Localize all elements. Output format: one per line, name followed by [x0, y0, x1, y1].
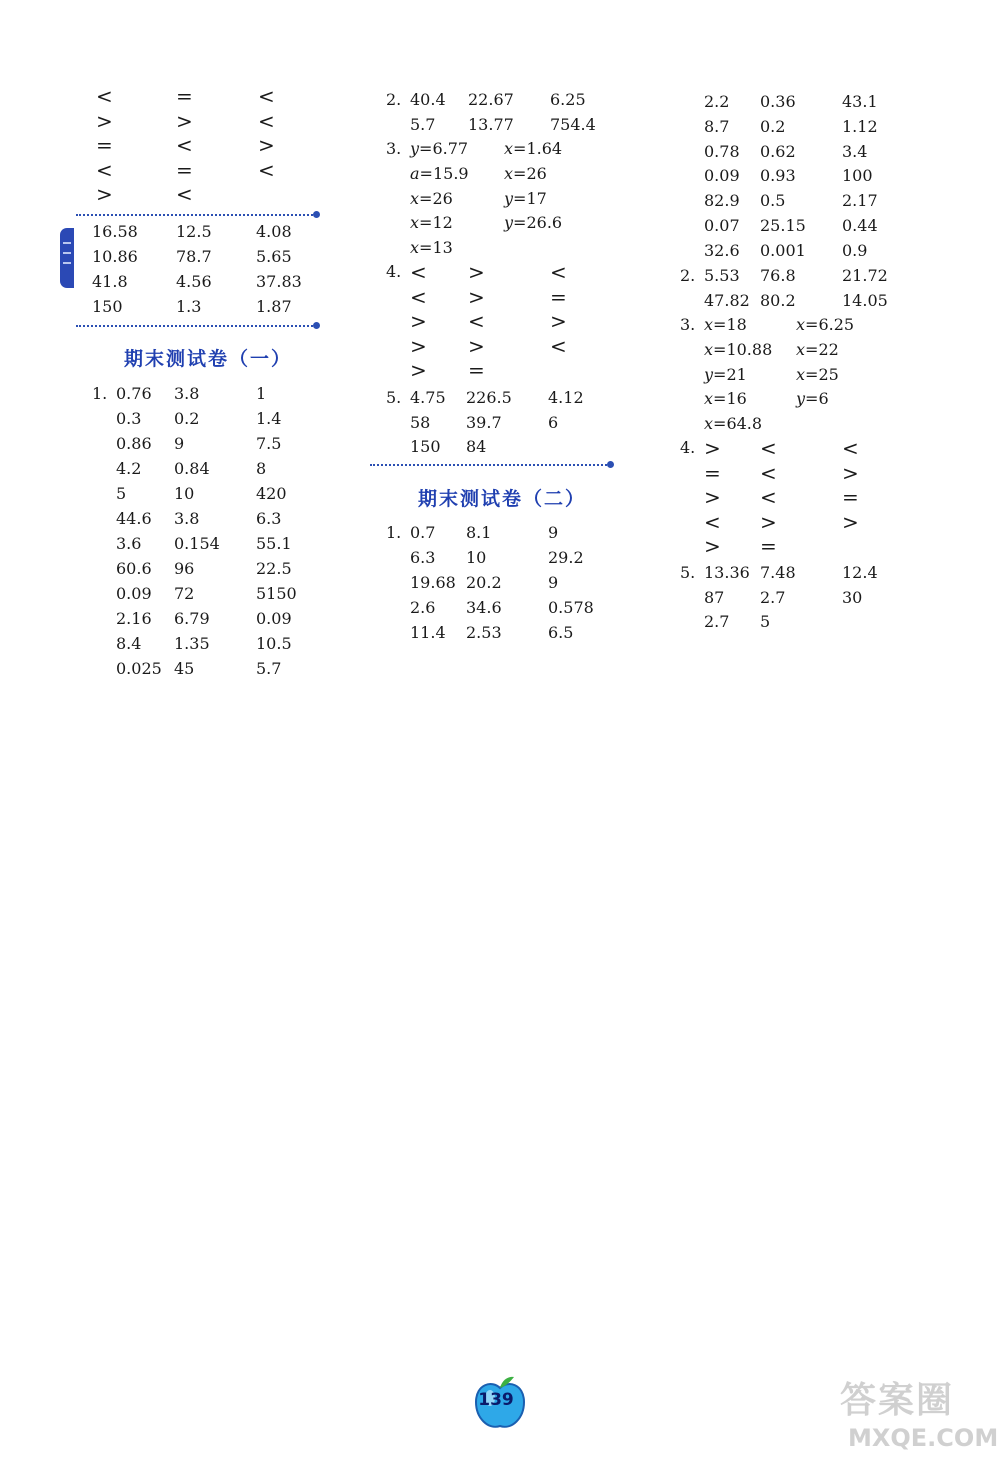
comparison-symbol: > — [96, 108, 113, 133]
answer-value: 12.5 — [176, 222, 212, 241]
dotted-divider — [76, 214, 316, 216]
comparison-symbol: > — [842, 509, 859, 534]
answer-value: x=26 — [504, 163, 547, 183]
answer-value: 3.8 — [174, 384, 200, 403]
comparison-symbol: > — [410, 333, 427, 358]
answer-value: 32.6 — [704, 240, 740, 260]
answer-value: 0.09 — [256, 609, 292, 628]
answer-value: 55.1 — [256, 534, 292, 553]
answer-value: 420 — [256, 484, 287, 503]
comparison-symbol: > — [704, 534, 721, 558]
answer-value: x=26 — [410, 188, 453, 208]
answer-value: 84 — [466, 437, 487, 456]
answer-value: 1.3 — [176, 297, 202, 316]
comparison-symbol: = — [176, 157, 193, 182]
answer-value: 13.77 — [468, 114, 514, 134]
comparison-symbol: = — [176, 84, 193, 108]
comparison-symbol: < — [704, 509, 721, 534]
question-number: 5. — [680, 563, 696, 582]
answer-value: 29.2 — [548, 548, 584, 567]
comparison-symbol: < — [410, 260, 427, 284]
answer-value: 0.3 — [116, 409, 142, 428]
answer-value: 3.8 — [174, 509, 200, 528]
answer-value: 754.4 — [550, 114, 596, 134]
answer-value: x=64.8 — [704, 414, 763, 434]
comparison-symbol: < — [258, 157, 275, 182]
answer-value: 0.78 — [704, 141, 740, 161]
comparison-symbol: < — [760, 436, 777, 460]
answer-value: 4.12 — [548, 388, 584, 407]
question-number: 1. — [92, 384, 108, 403]
answer-value: 2.7 — [704, 612, 730, 631]
answer-value: 45 — [174, 659, 195, 678]
answer-value: 150 — [92, 297, 123, 316]
answer-value: 4.2 — [116, 459, 142, 478]
section-title-final-test-2: 期末测试卷（二） — [418, 488, 587, 510]
answer-value: 11.4 — [410, 623, 446, 642]
answer-value: y=17 — [504, 188, 547, 208]
answer-value: 0.001 — [760, 240, 806, 260]
answer-value: 9 — [174, 434, 185, 453]
comparison-symbol: > — [704, 485, 721, 509]
answer-value: 12.4 — [842, 563, 878, 582]
answer-value: 5 — [116, 484, 127, 503]
answer-value: 21.72 — [842, 266, 888, 285]
comparison-symbol: > — [468, 260, 485, 284]
answer-value: 9 — [548, 523, 559, 542]
answer-value: 72 — [174, 584, 195, 603]
answer-value: 0.7 — [410, 523, 436, 542]
comparison-symbol: > — [704, 436, 721, 460]
answer-value: 0.5 — [760, 191, 786, 211]
answer-value: 10 — [174, 484, 195, 503]
answer-value: 58 — [410, 412, 431, 432]
question-number: 2. — [386, 90, 402, 109]
answer-value: x=13 — [410, 238, 453, 258]
answer-value: x=10.88 — [704, 339, 773, 359]
question-number: 3. — [386, 139, 402, 158]
answer-value: x=22 — [796, 339, 839, 359]
answer-value: y=6 — [796, 389, 829, 409]
comparison-symbol: < — [96, 157, 113, 182]
answer-value: y=26.6 — [504, 213, 563, 233]
watermark-top-text: 答案圈 — [840, 1380, 955, 1421]
answer-value: 7.5 — [256, 434, 282, 453]
answer-value: 39.7 — [466, 412, 502, 432]
answer-value: 5.65 — [256, 247, 292, 266]
answer-value: 10.5 — [256, 634, 292, 653]
answer-value: 0.2 — [760, 116, 786, 136]
answer-value: 4.56 — [176, 272, 212, 291]
answer-value: 0.86 — [116, 434, 152, 453]
answer-value: 0.84 — [174, 459, 210, 478]
answer-value: 10 — [466, 548, 487, 567]
comparison-symbol: = — [550, 284, 567, 309]
answer-value: 2.6 — [410, 598, 436, 617]
answer-value: 4.08 — [256, 222, 292, 241]
comparison-symbol: > — [550, 309, 567, 333]
answer-value: 6.79 — [174, 609, 210, 628]
answer-value: 2.2 — [704, 92, 730, 111]
answer-value: 0.025 — [116, 659, 162, 678]
comparison-symbol: < — [760, 460, 777, 485]
watermark-logo — [840, 1372, 1000, 1462]
answer-value: 40.4 — [410, 90, 446, 109]
answer-value: x=1.64 — [504, 139, 563, 158]
question-number: 4. — [680, 438, 696, 457]
comparison-symbol: = — [760, 534, 777, 558]
comparison-symbol: > — [842, 460, 859, 485]
comparison-symbol: > — [176, 108, 193, 133]
answer-value: 6.3 — [256, 509, 282, 528]
dotted-divider — [76, 325, 316, 327]
answer-value: 41.8 — [92, 272, 128, 291]
answer-value: 2.16 — [116, 609, 152, 628]
answer-value: x=18 — [704, 315, 747, 334]
answer-value: 0.62 — [760, 141, 796, 161]
answer-value: 5150 — [256, 584, 297, 603]
comparison-symbol: < — [468, 309, 485, 333]
comparison-symbol: = — [704, 460, 721, 485]
answer-value: 43.1 — [842, 92, 878, 111]
answer-value: 47.82 — [704, 290, 750, 310]
answer-value: y=21 — [704, 364, 747, 384]
answer-value: a=15.9 — [410, 163, 469, 183]
answer-value: x=12 — [410, 213, 453, 233]
answer-value: 87 — [704, 587, 725, 607]
answer-value: 44.6 — [116, 509, 152, 528]
answer-value: 10.86 — [92, 247, 138, 266]
answer-value: 6.3 — [410, 548, 436, 567]
answer-value: 13.36 — [704, 563, 750, 582]
answer-value: 9 — [548, 573, 559, 592]
answer-value: 0.07 — [704, 216, 740, 235]
answer-value: 82.9 — [704, 191, 740, 211]
question-number: 1. — [386, 523, 402, 542]
answer-value: 20.2 — [466, 573, 502, 592]
comparison-symbol: < — [176, 182, 193, 206]
comparison-symbol: = — [468, 358, 485, 382]
answer-value: 76.8 — [760, 266, 796, 285]
answer-value: 4.75 — [410, 388, 446, 407]
comparison-symbol: > — [468, 284, 485, 309]
answer-value: 6.25 — [550, 90, 586, 109]
answer-value: 0.154 — [174, 534, 220, 553]
answer-value: 1.12 — [842, 116, 878, 136]
answer-value: 5 — [760, 612, 771, 631]
question-number: 5. — [386, 388, 402, 407]
answer-value: 22.5 — [256, 559, 292, 578]
answer-value: 226.5 — [466, 388, 512, 407]
answer-value: 0.44 — [842, 216, 878, 235]
answer-value: x=25 — [796, 364, 839, 384]
comparison-symbol: = — [842, 485, 859, 509]
comparison-symbol: = — [96, 133, 113, 157]
answer-value: 0.578 — [548, 598, 594, 617]
answer-value: 2.7 — [760, 587, 786, 607]
answer-value: 0.2 — [174, 409, 200, 428]
answer-value: 5.53 — [704, 266, 740, 285]
answer-value: 1.35 — [174, 634, 210, 653]
comparison-symbol: > — [760, 509, 777, 534]
answer-value: 6 — [548, 412, 559, 432]
comparison-symbol: > — [258, 133, 275, 157]
comparison-symbol: < — [258, 84, 275, 108]
answer-value: 0.09 — [116, 584, 152, 603]
question-number: 2. — [680, 266, 696, 285]
answer-value: 5.7 — [256, 659, 282, 678]
question-number: 4. — [386, 262, 402, 281]
answer-value: 0.76 — [116, 384, 152, 403]
answer-value: 78.7 — [176, 247, 212, 266]
answer-value: 34.6 — [466, 598, 502, 617]
comparison-symbol: < — [550, 260, 567, 284]
watermark-bottom-text: MXQE.COM — [848, 1424, 999, 1452]
answer-value: 14.05 — [842, 290, 888, 310]
answer-value: 8.4 — [116, 634, 142, 653]
section-title-final-test-1: 期末测试卷（一） — [124, 348, 293, 370]
answer-value: 0.9 — [842, 240, 868, 260]
answer-value: 8.7 — [704, 116, 730, 136]
answer-value: 30 — [842, 587, 863, 607]
comparison-symbol: > — [410, 358, 427, 382]
answer-value: 37.83 — [256, 272, 302, 291]
answer-value: 8.1 — [466, 523, 492, 542]
page-number: 139 — [478, 1390, 514, 1410]
question-number: 3. — [680, 315, 696, 334]
answer-value: 0.93 — [760, 166, 796, 186]
comparison-symbol: < — [96, 84, 113, 108]
answer-value: 1.87 — [256, 297, 292, 316]
answer-value: 3.4 — [842, 141, 868, 161]
answer-value: 0.36 — [760, 92, 796, 111]
answer-value: 6.5 — [548, 623, 574, 642]
answer-value: 2.17 — [842, 191, 878, 211]
answer-value: 19.68 — [410, 573, 456, 592]
answer-value: 3.6 — [116, 534, 142, 553]
answer-value: 60.6 — [116, 559, 152, 578]
answer-value: 2.53 — [466, 623, 502, 642]
comparison-symbol: > — [468, 333, 485, 358]
answer-value: 96 — [174, 559, 195, 578]
answer-value: 80.2 — [760, 290, 796, 310]
answer-value: 5.7 — [410, 114, 436, 134]
answer-value: 7.48 — [760, 563, 796, 582]
side-tab-marker — [60, 228, 74, 288]
answer-value: 1 — [256, 384, 267, 403]
answer-value: y=6.77 — [410, 139, 469, 158]
answer-value: 1.4 — [256, 409, 282, 428]
answer-value: x=6.25 — [796, 315, 855, 334]
comparison-symbol: < — [842, 436, 859, 460]
comparison-symbol: < — [410, 284, 427, 309]
comparison-symbol: < — [760, 485, 777, 509]
answer-value: 16.58 — [92, 222, 138, 241]
answer-value: 8 — [256, 459, 267, 478]
comparison-symbol: < — [176, 133, 193, 157]
dotted-divider — [370, 464, 610, 466]
comparison-symbol: > — [410, 309, 427, 333]
comparison-symbol: < — [258, 108, 275, 133]
comparison-symbol: > — [96, 182, 113, 206]
answer-value: 150 — [410, 437, 441, 456]
answer-value: 0.09 — [704, 166, 740, 186]
answer-value: 25.15 — [760, 216, 806, 235]
answer-value: 22.67 — [468, 90, 514, 109]
answer-value: 100 — [842, 166, 873, 186]
answer-value: x=16 — [704, 389, 747, 409]
comparison-symbol: < — [550, 333, 567, 358]
